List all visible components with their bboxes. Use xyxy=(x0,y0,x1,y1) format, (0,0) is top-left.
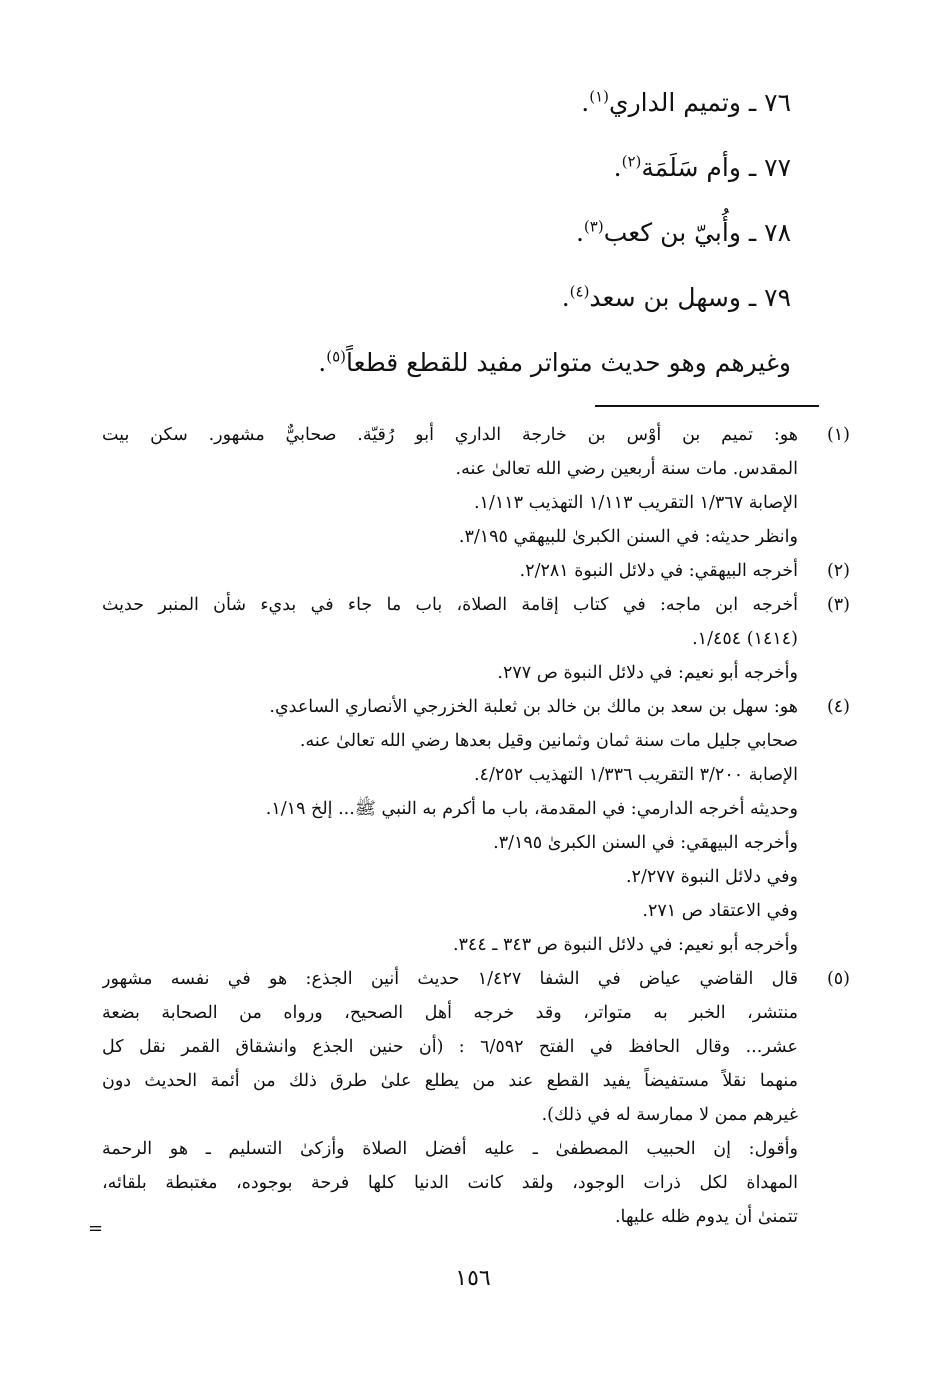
footnote-line: منتشر، الخبر به متواتر، وقد خرجه أهل الصحيح، ورواه من الصحابة بضعة xyxy=(102,1003,798,1023)
footnote-line: وأخرجه أبو نعيم: في دلائل النبوة ص ٣٤٣ ـ ٣٤٤. xyxy=(452,935,798,955)
footnote-line: هو: تميم بن أوْس بن خارجة الداري أبو رُقيّة. صحابيٌّ مشهور. سكن بيت xyxy=(102,425,798,445)
footnote-line: وفي دلائل النبوة ٢/٢٧٧. xyxy=(625,867,798,887)
footnote-1 xyxy=(102,418,850,554)
footnote-number: (٥) xyxy=(826,969,850,989)
footnote-line: منهما نقلاً مستفيضاً يفيد القطع عند من يطلع علىٰ طرق ذلك من أئمة الحديث دون xyxy=(102,1071,798,1091)
footnote-number: (٤) xyxy=(826,697,850,717)
continuation-mark: = xyxy=(88,1218,104,1239)
footnote-line: أخرجه ابن ماجه: في كتاب إقامة الصلاة، باب ما جاء في بديء شأن المنبر حديث xyxy=(102,595,798,615)
footnote-line: وأقول: إن الحبيب المصطفىٰ ـ عليه أفضل الصلاة وأزكىٰ التسليم ـ هو الرحمة xyxy=(102,1139,798,1159)
footnote-line: غيرهم ممن لا ممارسة له في ذلك). xyxy=(541,1105,798,1125)
footnote-line: وأخرجه البيهقي: في السنن الكبرىٰ ٣/١٩٥. xyxy=(493,833,798,853)
footnote-separator xyxy=(595,405,819,407)
footnote-line: أخرجه البيهقي: في دلائل النبوة ٢/٢٨١. xyxy=(519,561,798,581)
footnote-line: (١٤١٤) ١/٤٥٤. xyxy=(692,629,798,649)
main-line-77: ٧٧ ـ وأم سَلَمَة$^{(٢)}$. xyxy=(613,152,791,182)
footnote-ref-1[interactable]: (١) xyxy=(589,87,610,106)
footnote-4 xyxy=(102,690,850,962)
footnote-ref-2[interactable]: (٢) xyxy=(621,152,642,171)
page-number: ١٥٦ xyxy=(455,1266,491,1291)
main-line-78: ٧٨ ـ وأُبيّ بن كعب$^{(٣)}$. xyxy=(575,217,791,247)
footnote-line: المقدس. مات سنة أربعين رضي الله تعالىٰ عنه. xyxy=(455,459,798,479)
main-text xyxy=(231,84,791,381)
footnote-line: وحديثه أخرجه الدارمي: في المقدمة، باب ما أكرم به النبي ﷺ... إلخ ١/١٩. xyxy=(265,799,798,819)
footnote-ref-5[interactable]: (٥) xyxy=(326,347,347,366)
footnote-line: عشر... وقال الحافظ في الفتح ٦/٥٩٢ : (أن حنين الجذع وانشقاق القمر نقل كل xyxy=(102,1037,798,1057)
footnote-line: صحابي جليل مات سنة ثمان وثمانين وقيل بعدها رضي الله تعالىٰ عنه. xyxy=(299,731,798,751)
footnote-line: هو: سهل بن سعد بن مالك بن خالد بن ثعلبة الخزرجي الأنصاري الساعدي. xyxy=(269,697,798,717)
footnote-number: (٢) xyxy=(826,561,850,581)
footnote-line: قال القاضي عياض في الشفا ١/٤٢٧ حديث أنين الجذع: هو في نفسه مشهور xyxy=(102,969,798,989)
footnote-5 xyxy=(102,962,850,1234)
main-line-conclusion: وغيرهم وهو حديث متواتر مفيد للقطع قطعاً$^{(٥)}$. xyxy=(318,347,791,377)
main-line-76: ٧٦ ـ وتميم الداري$^{(١)}$. xyxy=(581,87,791,117)
footnote-number: (١) xyxy=(826,425,850,445)
footnote-ref-4[interactable]: (٤) xyxy=(569,282,590,301)
footnote-line: المهداة لكل ذرات الوجود، ولقد كانت الدنيا كلها فرحة بوجوده، مغتبطة بلقائه، xyxy=(102,1173,798,1193)
footnote-line: وانظر حديثه: في السنن الكبرىٰ للبيهقي ٣/١٩٥. xyxy=(458,527,798,547)
footnotes xyxy=(102,418,850,1234)
footnote-ref-3[interactable]: (٣) xyxy=(583,217,604,236)
footnote-line: الإصابة ١/٣٦٧ التقريب ١/١١٣ التهذيب ١/١١٣. xyxy=(473,493,798,513)
footnote-3 xyxy=(102,588,850,690)
footnote-line: تتمنىٰ أن يدوم ظله عليها. xyxy=(614,1207,798,1227)
footnote-2 xyxy=(102,554,850,588)
footnote-number: (٣) xyxy=(826,595,850,615)
footnote-line: وأخرجه أبو نعيم: في دلائل النبوة ص ٢٧٧. xyxy=(497,663,798,683)
main-line-79: ٧٩ ـ وسهل بن سعد$^{(٤)}$. xyxy=(561,282,791,312)
footnote-line: وفي الاعتقاد ص ٢٧١. xyxy=(642,901,798,921)
footnote-line: الإصابة ٣/٢٠٠ التقريب ١/٣٣٦ التهذيب ٤/٢٥٢. xyxy=(473,765,798,785)
